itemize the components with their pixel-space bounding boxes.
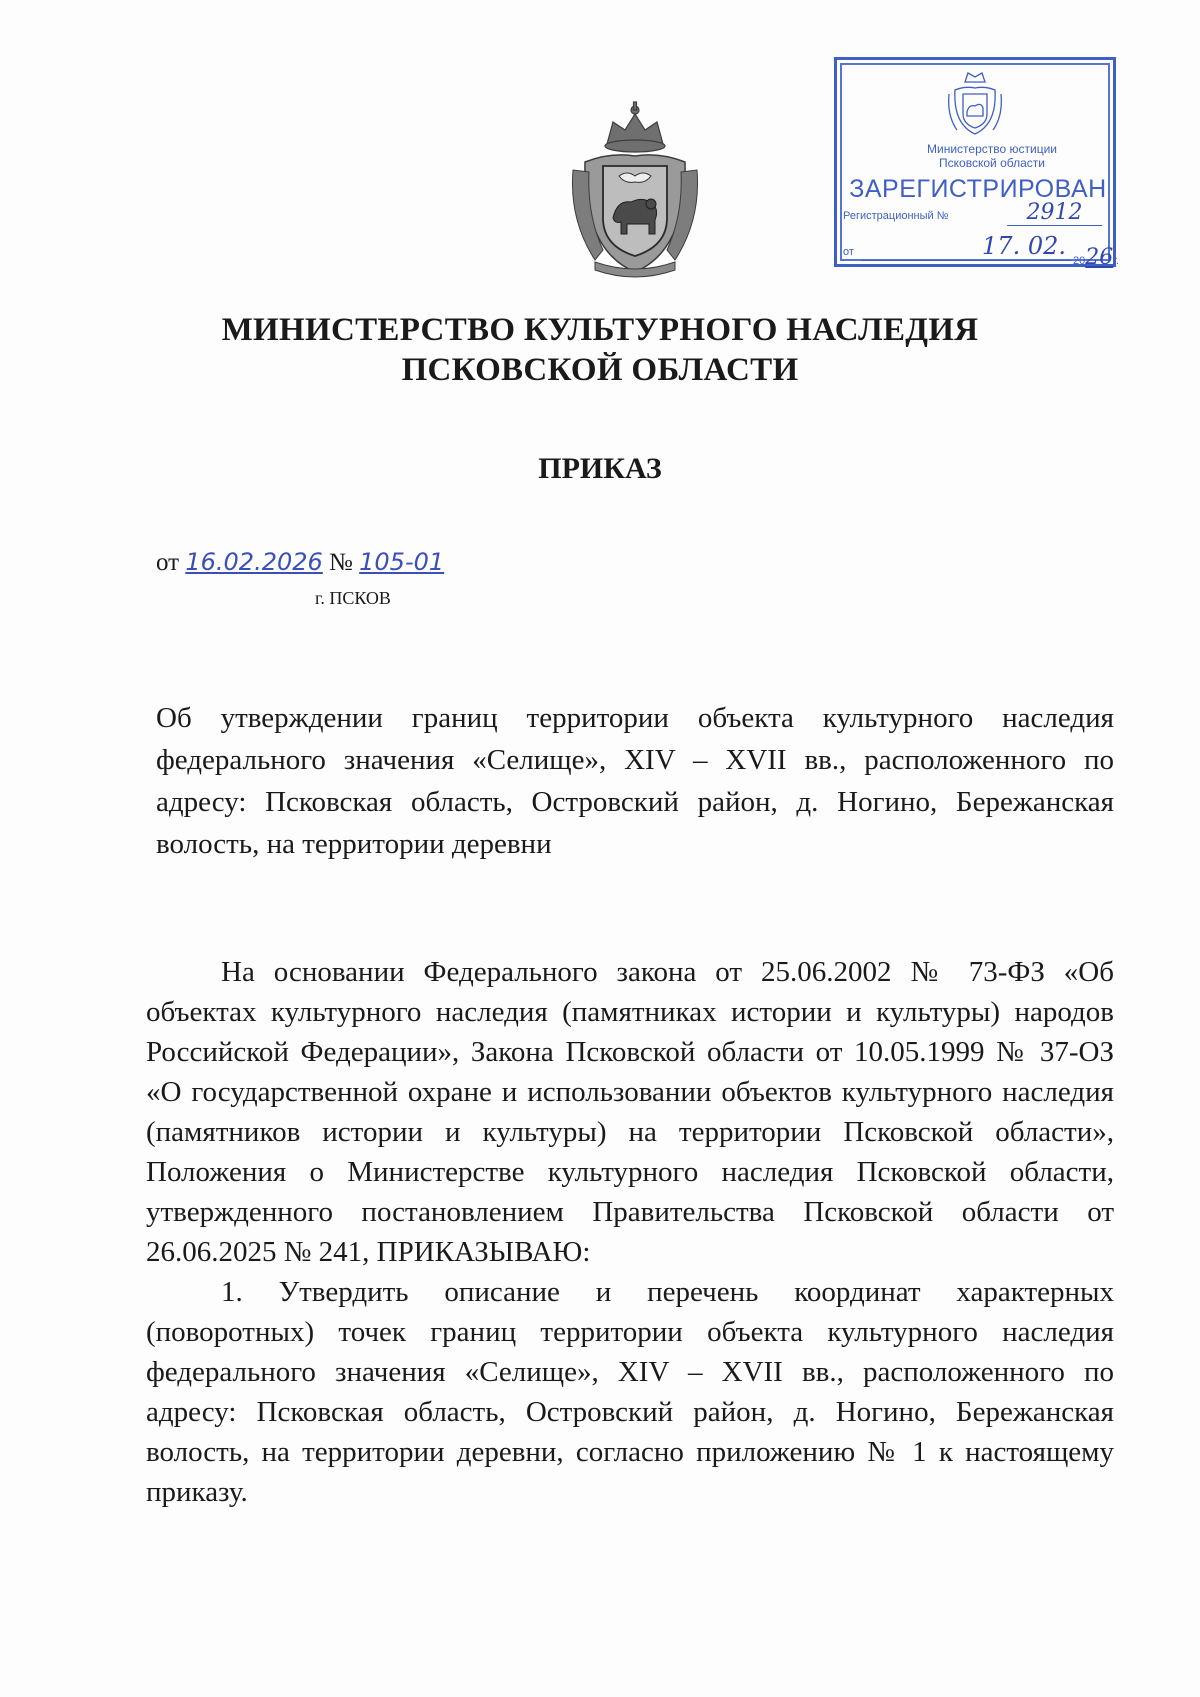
stamp-emblem-icon (945, 68, 1005, 138)
stamp-reg-number: 2912 (1007, 200, 1102, 226)
order-subject: Об утверждении границ территории объекта культурного наследия федерального значения «Селище», XIV – XVII вв., расположенного по адресу: Псковская область, Островский район, д. Ногино, Бережанская волость, на территории деревни (156, 702, 1114, 860)
stamp-date: 17. 02. (861, 232, 1071, 261)
body-paragraph-legal-basis: На основании Федерального закона от 25.06.2002 № 73-ФЗ «Об объектах культурного наследия (памятниках истории и культуры) народов Российской Федерации», Закона Псковской области от 10.05.1999 № 37-ОЗ «О государственной охране и использовании объектов культурного наследия (памятников истории и культуры) на территории Псковской области», Положения о Министерстве культурного наследия Псковской области, утвержденного постановлением Правительства Псковской области от 26.06.2025 № 241, ПРИКАЗЫВАЮ: (146, 956, 1114, 1268)
organization-title: МИНИСТЕРСТВО КУЛЬТУРНОГО НАСЛЕДИЯ ПСКОВСКОЙ ОБЛАСТИ (221, 312, 979, 388)
stamp-status: ЗАРЕГИСТРИРОВАН (849, 175, 1107, 203)
date-prefix: от (156, 549, 180, 576)
registration-stamp (834, 57, 1119, 270)
stamp-year-prefix: 20 (1073, 255, 1086, 267)
coat-of-arms-icon (565, 100, 705, 280)
stamp-ministry-name: Министерство юстиции Псковской области (927, 142, 1057, 170)
stamp-year (1073, 245, 1119, 270)
body-paragraph-item-1: 1. Утвердить описание и перечень координат характерных (поворотных) точек границ территории объекта культурного наследия федерального значения «Селище», XIV – XVII вв., расположенного по адресу: Псковская область, Островский район, д. Ногино, Бережанская волость, на территории деревни, согласно приложению № 1 к настоящему приказу. (146, 1276, 1114, 1508)
number-prefix: № (329, 549, 353, 576)
city: г. ПСКОВ (315, 588, 391, 608)
order-body (146, 952, 1114, 1512)
stamp-reg-label: Регистрационный № (843, 210, 949, 222)
order-number: 105-01 (359, 548, 445, 576)
order-date: 16.02.2026 (185, 548, 323, 576)
document-type: ПРИКАЗ (538, 452, 662, 485)
date-number-line (156, 548, 444, 577)
stamp-year-value: 26 (1085, 245, 1114, 270)
stamp-date-prefix: от (843, 246, 854, 258)
stamp-year-suffix: г. (1113, 255, 1119, 267)
